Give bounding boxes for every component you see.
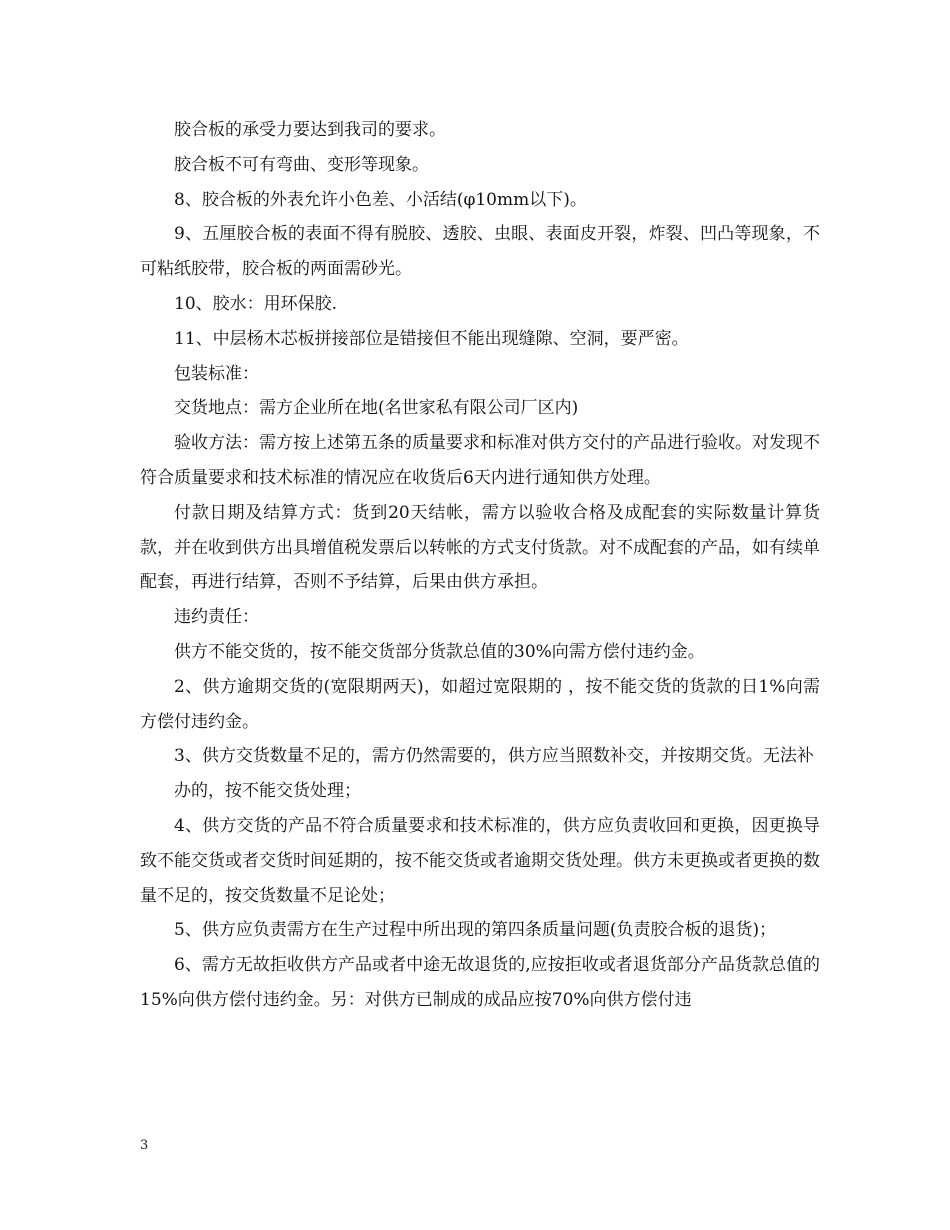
paragraph-6: 11、中层杨木芯板拼接部位是错接但不能出现缝隙、空洞，要严密。 — [174, 328, 689, 349]
paragraph-2: 胶合板不可有弯曲、变形等现象。 — [174, 154, 429, 175]
document-body — [140, 113, 820, 1018]
paragraph-3: 8、胶合板的外表允许小色差、小活结(φ10mm以下)。 — [174, 189, 587, 210]
paragraph-liability-2: 2、供方逾期交货的(宽限期两天)，如超过宽限期的 ，按不能交货的货款的日1%向需方偿付违约金。 — [140, 676, 820, 732]
paragraph-liability-3: 3、供方交货数量不足的，需方仍然需要的，供方应当照数补交，并按期交货。无法补 — [174, 746, 814, 767]
paragraph-liability-6: 6、需方无故拒收供方产品或者中途无故退货的,应按拒收或者退货部分产品货款总值的15%向供方偿付违约金。另：对供方已制成的成品应按70%向供方偿付违 — [140, 955, 820, 1010]
paragraph-delivery-location: 交货地点：需方企业所在地(名世家私有限公司厂区内) — [174, 398, 579, 419]
page-number: 3 — [140, 1138, 149, 1153]
paragraph-4: 9、五厘胶合板的表面不得有脱胶、透胶、虫眼、表面皮开裂，炸裂、凹凸等现象，不可粘纸胶带，胶合板的两面需砂光。 — [140, 224, 820, 280]
paragraph-liability-5: 5、供方应负责需方在生产过程中所出现的第四条质量问题(负责胶合板的退货)； — [174, 920, 777, 941]
paragraph-liability-1: 供方不能交货的，按不能交货部分货款总值的30%向需方偿付违约金。 — [174, 641, 705, 662]
paragraph-liability-4: 4、供方交货的产品不符合质量要求和技术标准的，供方应负责收回和更换，因更换导致不能交货或者交货时间延期的，按不能交货或者逾期交货处理。供方未更换或者更换的数量不足的，按交货数量不足论处； — [140, 815, 820, 906]
section-heading-liability: 违约责任： — [174, 607, 259, 628]
paragraph-liability-3-cont: 办的，按不能交货处理； — [174, 781, 361, 802]
paragraph-payment-terms: 付款日期及结算方式：货到20天结帐，需方以验收合格及成配套的实际数量计算货款，并在收到供方出具增值税发票后以转帐的方式支付货款。对不成配套的产品，如有续单配套，再进行结算，否则不予结算，后果由供方承担。 — [140, 502, 820, 593]
section-heading-packaging: 包装标准： — [174, 363, 259, 384]
paragraph-acceptance-method: 验收方法：需方按上述第五条的质量要求和标准对供方交付的产品进行验收。对发现不符合质量要求和技术标准的情况应在收货后6天内进行通知供方处理。 — [140, 433, 820, 488]
paragraph-5: 10、胶水：用环保胶. — [174, 293, 338, 314]
paragraph-1: 胶合板的承受力要达到我司的要求。 — [174, 120, 446, 140]
